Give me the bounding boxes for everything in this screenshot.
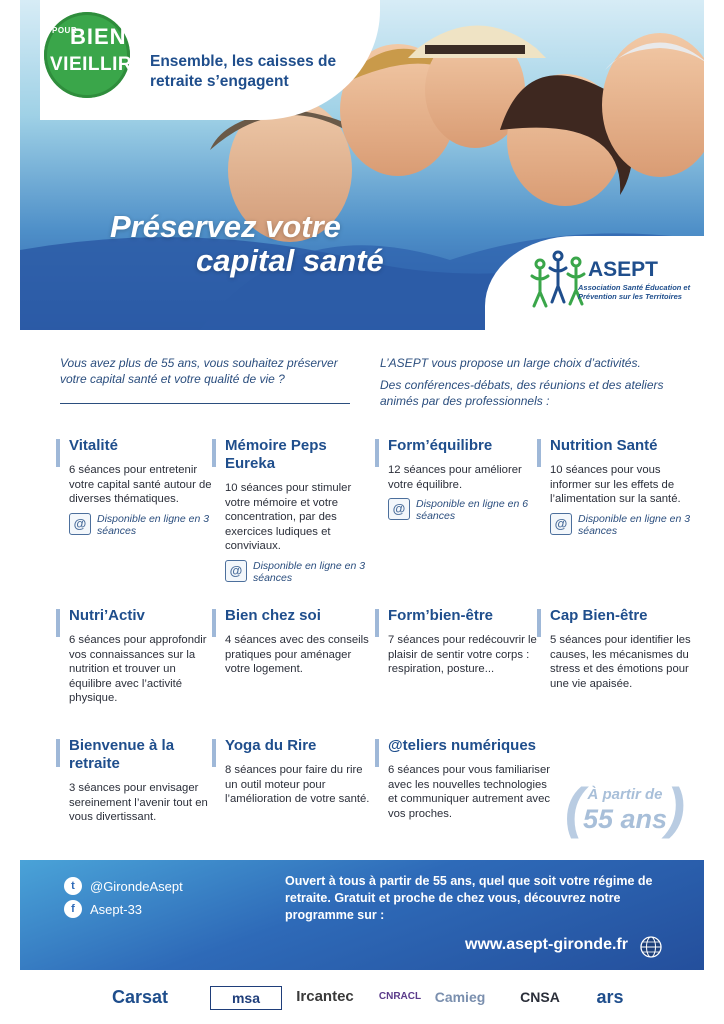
intro-offer [380, 355, 680, 415]
asept-subtitle: Association Santé Éducation et Prévention sur les Territoires [578, 283, 691, 301]
activity-description: 6 séances pour approfondir vos connaissances sur la nutrition et trouver un équilibre avec l’activité physique. [69, 634, 207, 704]
globe-icon [640, 936, 662, 958]
asept-name: ASEPT [588, 258, 659, 281]
twitter-icon: t [64, 877, 82, 895]
partner-ars-logo: ars [596, 987, 624, 1007]
activity-description: 10 séances pour vous informer sur les effets de l’alimentation sur la santé. [550, 464, 681, 505]
hero-title [110, 210, 384, 278]
at-sign-icon: @ [69, 513, 91, 535]
online-text: Disponible en ligne en 6 séances [416, 498, 529, 522]
online-availability [69, 513, 219, 537]
hero-title-line2: capital santé [196, 243, 384, 278]
online-text: Disponible en ligne en 3 séances [578, 512, 691, 537]
activity-title: Yoga du Rire [225, 737, 317, 754]
activity-memoire-peps [212, 437, 375, 584]
website-link[interactable]: www.asept-gironde.fr [465, 936, 628, 953]
partner-ircantec-logo: Ircantec [296, 988, 354, 1005]
activity-title: Bien chez soi [225, 607, 321, 624]
activity-title: Mémoire Peps Eureka [225, 437, 327, 472]
facebook-icon: f [64, 900, 82, 918]
age-badge-line1: À partir de [587, 786, 663, 803]
online-availability [388, 498, 538, 522]
at-sign-icon: @ [388, 498, 410, 520]
activity-description: 6 séances pour entretenir votre capital santé autour de diverses thématiques. [69, 464, 212, 505]
activity-description: 10 séances pour stimuler votre mémoire et votre concentration, par des exercices ludiques et conviviaux. [225, 482, 352, 552]
partner-logos [20, 974, 704, 1024]
partner-msa-logo: msa [210, 986, 282, 1010]
activity-description: 3 séances pour envisager sereinement l’avenir tout en vous divertissant. [69, 782, 208, 823]
right-parenthesis-icon: ) [666, 776, 685, 839]
activity-description: 5 séances pour identifier les causes, les mécanismes du stress et des émotions pour une vie apaisée. [550, 634, 691, 690]
activity-title: Nutri’Activ [69, 607, 145, 624]
age-badge-line2: 55 ans [582, 804, 668, 834]
activity-description: 8 séances pour faire du rire un outil moteur pour l’amélioration de votre santé. [225, 764, 370, 805]
intro-question: Vous avez plus de 55 ans, vous souhaitez préserver votre capital santé et votre qualité de vie ? [60, 356, 338, 386]
twitter-handle: @GirondeAsept [90, 878, 183, 894]
activity-title: Cap Bien-être [550, 607, 648, 624]
online-text: Disponible en ligne en 3 séances [253, 559, 366, 584]
intro-offer-line1: L’ASEPT vous propose un large choix d’activités. [380, 356, 641, 370]
partner-camieg-logo: Camieg [434, 989, 486, 1005]
online-availability [550, 513, 700, 537]
activity-description: 4 séances avec des conseils pratiques pour aménager votre logement. [225, 634, 369, 675]
left-parenthesis-icon: ( [565, 776, 584, 839]
activity-bien-chez-soi [212, 607, 375, 677]
logo-bien-text: BIEN [70, 24, 127, 49]
activity-form-bien-etre [375, 607, 538, 677]
activity-title: Nutrition Santé [550, 437, 658, 454]
logo-vieillir-text: VIEILLIR [50, 54, 133, 75]
activity-nutri-activ [56, 607, 219, 706]
partner-cnracl-logo: CNRACL [378, 991, 422, 1002]
activity-description: 12 séances pour améliorer votre équilibre. [388, 464, 522, 491]
hero-title-line1: Préservez votre [110, 209, 341, 244]
logo-pour-text: POUR [52, 26, 78, 35]
activity-bienvenue-retraite [56, 737, 219, 825]
activity-description: 6 séances pour vous familiariser avec les nouvelles technologies et communiquer autrement avec vos proches. [388, 764, 551, 820]
age-badge [565, 776, 685, 840]
tagline: Ensemble, les caisses de retraite s’engagent [150, 53, 337, 90]
facebook-handle: Asept-33 [90, 901, 143, 917]
activity-vitalite [56, 437, 219, 537]
activity-title: Bienvenue à la retraite [69, 737, 175, 772]
activity-title: Vitalité [69, 437, 118, 454]
bien-vieillir-logo [44, 12, 133, 98]
activity-description: 7 séances pour redécouvrir le plaisir de sentir votre corps : respiration, posture... [388, 634, 537, 675]
activity-title: Form’bien-être [388, 607, 494, 624]
activity-yoga-du-rire [212, 737, 375, 807]
partner-cnsa-logo: CNSA [520, 989, 560, 1005]
twitter-link[interactable] [64, 877, 183, 895]
intro-divider [60, 403, 350, 404]
activity-form-equilibre [375, 437, 538, 522]
activity-cap-bien-etre [537, 607, 700, 691]
partner-carsat-logo: Carsat [111, 987, 169, 1007]
footer-message: Ouvert à tous à partir de 55 ans, quel que soit votre régime de retraite. Gratuit et proche de chez vous, découvrez notre programme sur : [285, 874, 653, 922]
online-availability [225, 560, 375, 584]
facebook-link[interactable] [64, 900, 142, 918]
at-sign-icon: @ [225, 560, 247, 582]
activity-ateliers-numeriques [375, 737, 558, 821]
intro-offer-line2: Des conférences-débats, des réunions et des ateliers animés par des professionnels : [380, 378, 664, 408]
activity-title: Form’équilibre [388, 437, 493, 454]
at-sign-icon: @ [550, 513, 572, 535]
online-text: Disponible en ligne en 3 séances [97, 512, 210, 537]
activity-title: @teliers numériques [388, 737, 537, 754]
activity-nutrition-sante [537, 437, 700, 537]
